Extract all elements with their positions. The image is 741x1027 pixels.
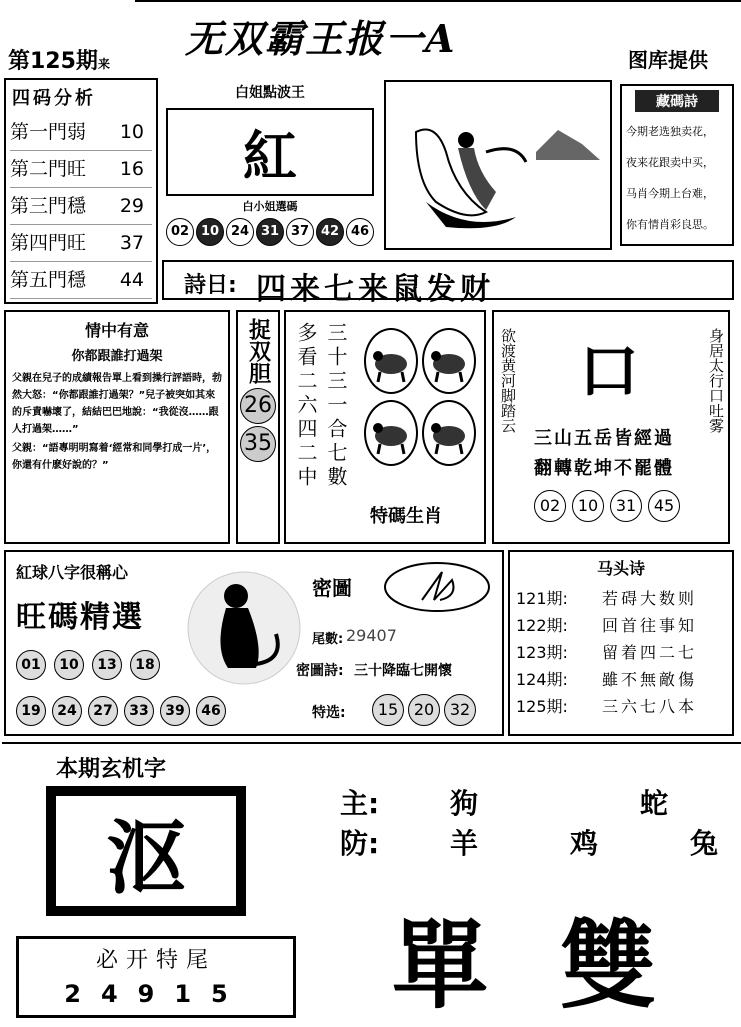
number-ball: 27: [88, 696, 118, 726]
mystery-char-box: [46, 786, 246, 916]
double-gall-box: [236, 310, 280, 544]
analysis-box: [4, 78, 158, 304]
number-ball: 31: [256, 218, 284, 246]
numbers-poem-col-1: 多看二六四二中: [294, 322, 318, 490]
tiger-icon: [364, 328, 418, 394]
white-girl-subtitle: 白小姐選碼: [242, 200, 298, 213]
number-ball: 15: [372, 694, 404, 726]
horse-poem-row: [516, 693, 732, 720]
number-ball: 46: [346, 218, 374, 246]
mouth-box: [492, 310, 730, 544]
number-ball: 01: [16, 650, 46, 680]
tail-label: 尾數:: [312, 632, 344, 647]
story-title: 情中有意: [84, 321, 149, 340]
mouth-line-2: 翻轉乾坤不罷體: [534, 458, 674, 479]
poem-line: 马肖今期上台难，: [626, 187, 714, 200]
horse-poem-period: 125期:: [516, 697, 568, 716]
number-ball: 19: [16, 696, 46, 726]
special-label: 特选:: [312, 705, 346, 721]
illustration-box: [384, 80, 612, 250]
main-zodiac-label: 主:: [340, 787, 380, 820]
poem-line: 夜来花跟卖中买，: [626, 156, 714, 169]
monkey-icon: [184, 568, 304, 688]
poem-line: 你有情肖彩良思。: [626, 218, 714, 231]
horse-poem-period: 124期:: [516, 670, 568, 689]
mouth-line-1: 三山五岳皆經過: [534, 428, 674, 449]
poem-box: [620, 84, 734, 246]
analysis-row-value: 29: [119, 195, 144, 217]
red-ball-subtitle: 旺碼精選: [16, 600, 144, 635]
mystery-title: 本期玄机字: [56, 757, 167, 782]
number-ball: 39: [160, 696, 190, 726]
tail-digits: 24915: [64, 980, 248, 1008]
tail-box: [16, 936, 296, 1018]
horse-poem-row: [516, 585, 732, 612]
red-ball-box: [4, 550, 504, 736]
analysis-row-label: 第三門穩: [10, 195, 87, 217]
tail-title: 必开特尾: [95, 948, 216, 973]
mystery-char: 沤: [106, 811, 186, 905]
number-ball: 46: [196, 696, 226, 726]
analysis-row-value: 16: [119, 158, 144, 180]
guard-zodiac-item: 鸡: [570, 827, 599, 860]
mouth-left-col: 欲渡黄河脚踏云: [499, 328, 517, 433]
number-ball: 10: [196, 218, 224, 246]
secret-label: 密圖: [312, 576, 352, 600]
zodiac-label: 特碼生肖: [370, 506, 442, 527]
story-body-2: 父親：“語專明明寫着‘經常和同學打成一片’，你還有什麽好說的？”: [12, 443, 217, 471]
main-zodiac-item: 狗: [450, 787, 479, 820]
ox-icon: [364, 400, 418, 466]
analysis-row: [10, 151, 152, 188]
number-ball: 24: [226, 218, 254, 246]
poem-banner-prefix: 詩日:: [184, 273, 237, 298]
number-ball: 10: [572, 490, 604, 522]
secret-poem-text: 三十降臨七開懷: [354, 663, 452, 679]
analysis-row-label: 第一門弱: [10, 121, 87, 143]
secret-figure-icon: [382, 560, 492, 614]
story-box: [4, 310, 230, 544]
analysis-row-label: 第四門旺: [10, 232, 87, 254]
secret-poem-label: 密圖詩:: [296, 663, 344, 679]
issue-label: 第125期来: [8, 49, 110, 74]
horse-poem-text: 留着四二七: [602, 643, 698, 662]
number-ball: 02: [534, 490, 566, 522]
parity-right: 雙: [560, 910, 656, 1022]
number-ball: 24: [52, 696, 82, 726]
horse-poem-period: 123期:: [516, 643, 568, 662]
tail-value: 29407: [346, 626, 397, 645]
numbers-poem-box: [284, 310, 486, 544]
number-ball: 32: [444, 694, 476, 726]
number-ball: 13: [92, 650, 122, 680]
cattle-icon: [422, 400, 476, 466]
number-ball: 37: [286, 218, 314, 246]
number-ball: 02: [166, 218, 194, 246]
poem-box-title: 藏碼詩: [635, 90, 719, 112]
horse-poem-row: [516, 666, 732, 693]
number-ball: 26: [240, 388, 276, 424]
horse-poem-period: 121期:: [516, 589, 568, 608]
number-ball: 31: [610, 490, 642, 522]
story-body: 父親在兒子的成績報告單上看到操行評語時，勃然大怒：“你都跟誰打過架？”兒子被突如其來的斥責嚇壞了，結結巴巴地說：“我從沒……跟人打過架……”: [12, 373, 222, 435]
mouth-big-char: 口: [579, 337, 639, 407]
analysis-row: [10, 225, 152, 262]
analysis-row-value: 10: [119, 121, 144, 143]
white-girl-title: 白姐點波王: [235, 85, 305, 101]
analysis-row: [10, 188, 152, 225]
color-word-box: [166, 108, 374, 196]
analysis-row-value: 37: [119, 232, 144, 254]
guard-zodiac-item: 羊: [450, 827, 479, 860]
guard-zodiac-label: 防:: [340, 827, 380, 860]
immortal-illustration-icon: [386, 82, 610, 248]
parity-left: 單: [392, 910, 488, 1022]
dragon-icon: [422, 328, 476, 394]
poem-banner: [162, 260, 734, 307]
horse-poem-text: 若碍大数则: [602, 589, 698, 608]
number-ball: 18: [130, 650, 160, 680]
horse-poem-row: [516, 639, 732, 666]
number-ball: 35: [240, 426, 276, 462]
page-title: 无双霸王报一A: [185, 16, 457, 61]
story-subtitle: 你都跟誰打過架: [71, 349, 163, 364]
poem-banner-text: 四来七来鼠发财: [256, 272, 494, 307]
horse-poem-period: 122期:: [516, 616, 568, 635]
horse-poem-text: 雖不無敵傷: [602, 670, 698, 689]
provider-label: 图库提供: [628, 48, 708, 72]
mouth-right-col: 身居太行口吐雾: [707, 328, 725, 433]
analysis-row-value: 44: [119, 269, 144, 291]
number-ball: 33: [124, 696, 154, 726]
red-ball-title: 紅球八字很稱心: [16, 563, 129, 582]
guard-zodiac-item: 兔: [690, 827, 719, 860]
analysis-row: [10, 114, 152, 151]
horse-poem-title: 马头诗: [596, 559, 645, 578]
analysis-heading: 四码分析: [12, 88, 96, 109]
horse-poem-text: 三六七八本: [602, 697, 698, 716]
number-ball: 42: [316, 218, 344, 246]
double-gall-label: 捉双胆: [245, 318, 271, 384]
color-word: 紅: [243, 124, 297, 188]
analysis-row: [10, 262, 152, 299]
main-zodiac-item: 蛇: [640, 787, 669, 820]
number-ball: 10: [54, 650, 84, 680]
analysis-row-label: 第二門旺: [10, 158, 87, 180]
numbers-poem-col-2: 三十三一合七數: [324, 322, 348, 490]
poem-line: 今期老选独卖花，: [626, 125, 714, 138]
analysis-row-label: 第五門穩: [10, 269, 87, 291]
white-girl-panel: [162, 80, 378, 258]
horse-poem-text: 回首往事知: [602, 616, 698, 635]
horse-poem-row: [516, 612, 732, 639]
number-ball: 45: [648, 490, 680, 522]
horse-poem-box: [508, 550, 734, 736]
number-ball: 20: [408, 694, 440, 726]
